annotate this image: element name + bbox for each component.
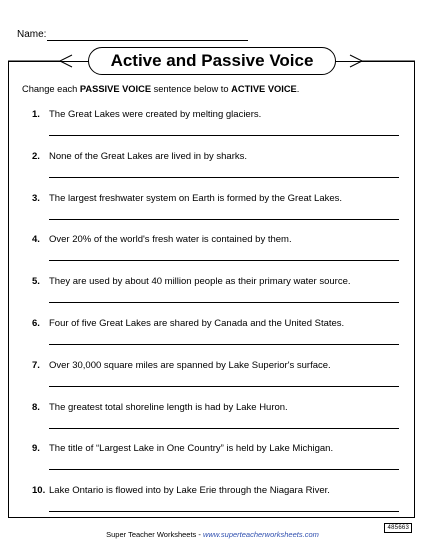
answer-line[interactable] xyxy=(49,344,399,345)
answer-line[interactable] xyxy=(49,469,399,470)
question-number: 1. xyxy=(32,109,40,120)
instructions-before: Change each xyxy=(22,84,80,94)
instructions-active: ACTIVE VOICE xyxy=(231,84,297,94)
question-text: The largest freshwater system on Earth is formed by the Great Lakes. xyxy=(49,192,343,204)
answer-line[interactable] xyxy=(49,260,399,261)
answer-line[interactable] xyxy=(49,511,399,512)
question-text: Lake Ontario is flowed into by Lake Erie through the Niagara River. xyxy=(49,485,330,497)
answer-line[interactable] xyxy=(49,135,399,136)
page-title: Active and Passive Voice xyxy=(88,47,336,75)
question-text: Four of five Great Lakes are shared by Canada and the United States. xyxy=(49,318,345,329)
question-text: The Great Lakes were created by melting glaciers. xyxy=(49,109,262,120)
name-label: Name: xyxy=(17,29,47,40)
question-number: 4. xyxy=(32,234,40,246)
question-number: 3. xyxy=(32,192,40,204)
question-text: Over 20% of the world's fresh water is contained by them. xyxy=(49,234,292,246)
footer-url[interactable]: www.superteacherworksheets.com xyxy=(202,530,319,539)
question-text: None of the Great Lakes are lived in by sharks. xyxy=(49,150,248,162)
instructions xyxy=(22,84,299,94)
question-number: 8. xyxy=(32,401,40,413)
left-arrow-tail xyxy=(60,61,72,67)
answer-line[interactable] xyxy=(49,302,399,303)
right-arrow xyxy=(350,55,415,61)
question-number: 6. xyxy=(32,318,40,329)
right-arrow-tail xyxy=(350,61,362,67)
instructions-middle: sentence below to xyxy=(151,84,232,94)
instructions-after: . xyxy=(296,84,300,94)
left-arrow xyxy=(8,55,72,61)
question-text: The title of “Largest Lake in One Country” is held by Lake Michigan. xyxy=(49,443,334,455)
question-number: 2. xyxy=(32,150,40,162)
worksheet-code: 485663 xyxy=(384,523,412,533)
answer-line[interactable] xyxy=(49,177,399,178)
footer-brand: Super Teacher Worksheets xyxy=(106,530,197,539)
question-number: 7. xyxy=(32,359,40,371)
answer-line[interactable] xyxy=(49,219,399,220)
question-text: Over 30,000 square miles are spanned by Lake Superior's surface. xyxy=(49,359,331,371)
instructions-passive: PASSIVE VOICE xyxy=(79,84,152,94)
answer-line[interactable] xyxy=(49,428,399,429)
answer-line[interactable] xyxy=(49,386,399,387)
question-number: 5. xyxy=(32,276,40,288)
question-number: 10. xyxy=(32,485,46,497)
question-text: They are used by about 40 million people as their primary water source. xyxy=(49,276,351,288)
footer-separator: - xyxy=(196,530,203,539)
question-text: The greatest total shoreline length is had by Lake Huron. xyxy=(49,401,288,413)
footer xyxy=(0,530,425,539)
question-number: 9. xyxy=(32,443,40,455)
